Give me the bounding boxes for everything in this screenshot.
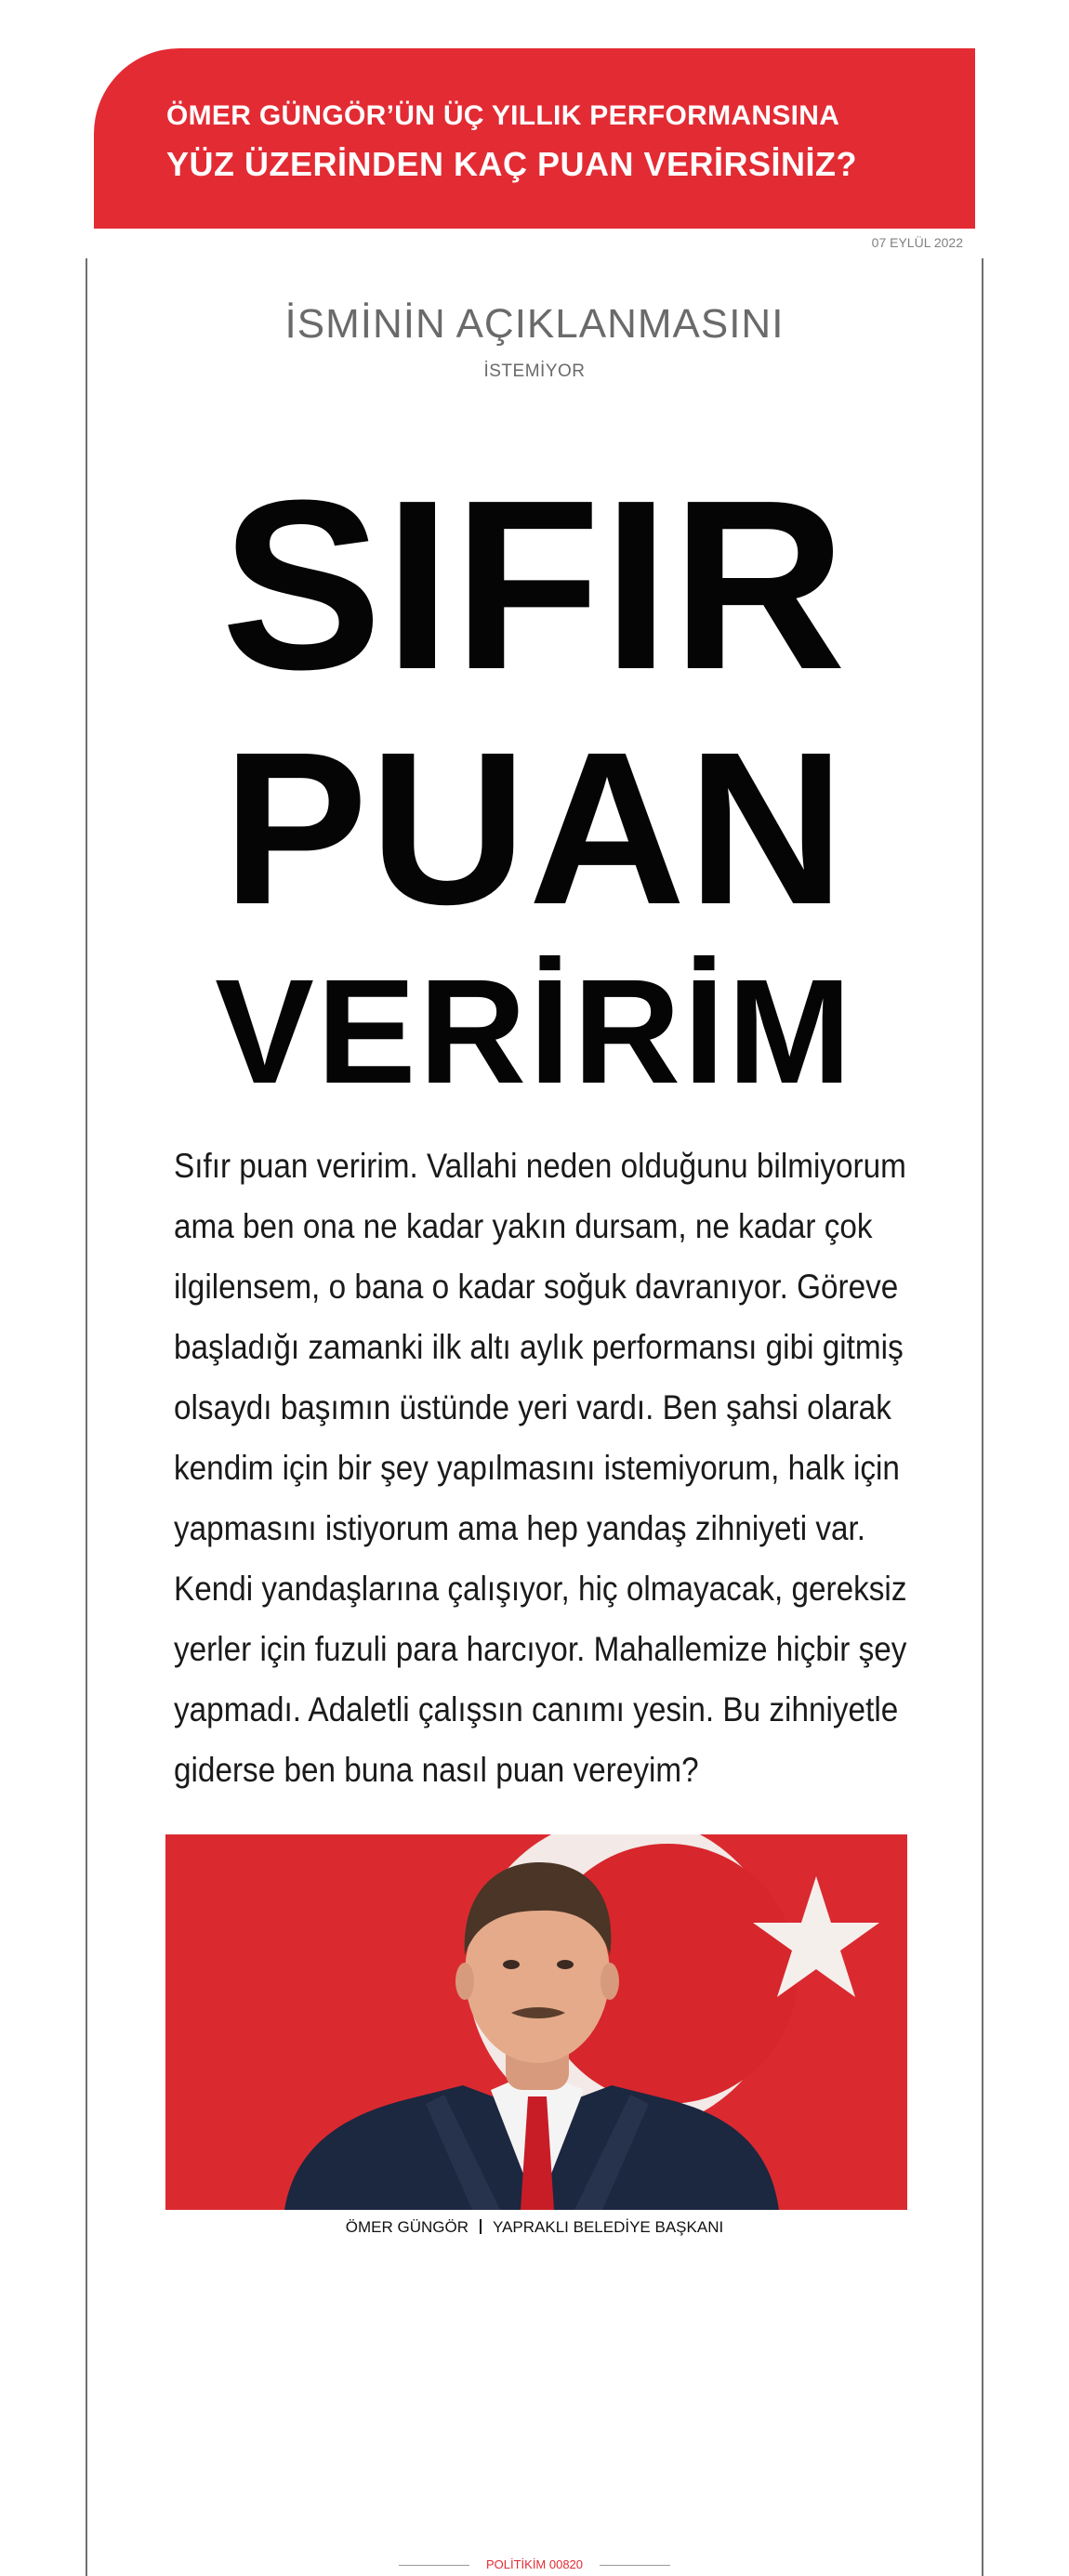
footer-dash-left	[399, 2565, 469, 2566]
portrait-illustration	[165, 1834, 907, 2210]
source-line1: İSMİNİN AÇIKLANMASINI	[284, 301, 785, 347]
header-title-line1: ÖMER GÜNGÖR’ÜN ÜÇ YILLIK PERFORMANSINA	[166, 100, 840, 131]
caption-separator	[480, 2219, 482, 2234]
headline-line2: PUAN	[222, 706, 847, 950]
footer-dash-right	[600, 2565, 670, 2566]
source-line2: İSTEMİYOR	[483, 361, 586, 381]
photo-caption	[0, 2218, 1069, 2237]
page-footer	[0, 2557, 1069, 2571]
footer-label: POLİTİKİM 00820	[485, 2557, 584, 2571]
quote-body: Sıfır puan veririm. Vallahi neden olduğunu bilmiyorum ama ben ona ne kadar yakın dursam, ne kadar çok ilgilensem, o bana o kadar soğuk davranıyor. Göreve başladığı zamanki ilk altı aylık performansı gibi gitmiş olsaydı başımın üstünde yeri vardı. Ben şahsi olarak kendim için bir şey yapılmasını istemiyorum, halk için yapmasını istiyorum ama hep yandaş zihniyeti var. Kendi yandaşlarına çalışıyor, hiç olmayacak, gereksiz yerler için fuzuli para harcıyor. Mahallemize hiçbir şey yapmadı. Adaletli çalışsın canımı yesin. Bu zihniyetle giderse ben buna nasıl puan vereyim?	[174, 1147, 907, 1789]
header-title-line2: YÜZ ÜZERİNDEN KAÇ PUAN VERİRSİNİZ?	[166, 145, 858, 183]
headline-line3: VERİRİM	[215, 948, 854, 1114]
portrait-photo	[165, 1834, 907, 2210]
headline-line1: SIFIR	[220, 451, 849, 720]
header-banner	[94, 48, 975, 229]
caption-role: YAPRAKLI BELEDİYE BAŞKANI	[493, 2218, 724, 2236]
publish-date: 07 EYLÜL 2022	[871, 235, 963, 250]
caption-name: ÖMER GÜNGÖR	[345, 2218, 469, 2236]
